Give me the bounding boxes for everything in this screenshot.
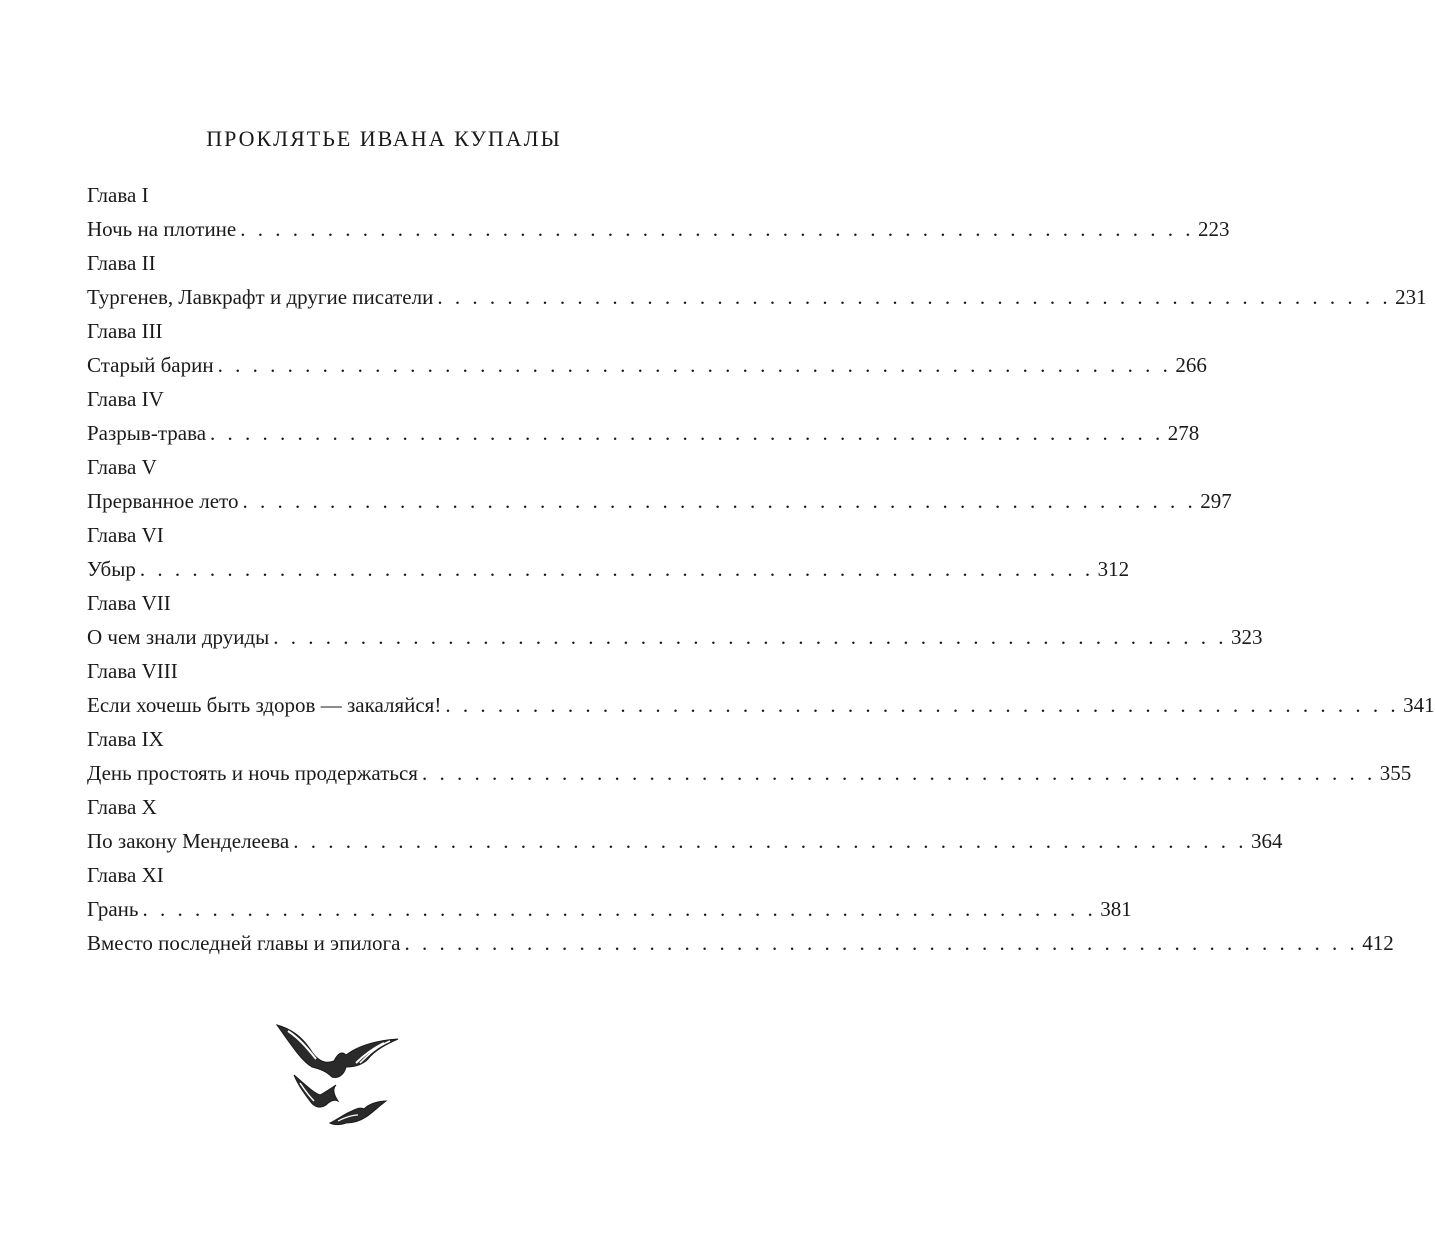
dot-leader: . . . . . . . . . . . . . . . . . . . . . . . . . . . . . . . . . . . . . . . . . . . . . . . . . . . . . . .	[142, 897, 1097, 921]
toc-entry-6	[87, 518, 1130, 586]
chapter-title: Убыр	[87, 557, 136, 581]
dot-leader: . . . . . . . . . . . . . . . . . . . . . . . . . . . . . . . . . . . . . . . . . . . . . . . . . . . . . . .	[139, 557, 1094, 581]
chapter-label: Глава II	[87, 251, 156, 275]
page-number: 412	[1362, 931, 1394, 955]
toc-entry-final	[87, 926, 1394, 960]
toc-entry-2	[87, 246, 1427, 314]
chapter-label: Глава V	[87, 455, 157, 479]
toc-line[interactable]	[87, 348, 1207, 382]
toc-line[interactable]	[87, 688, 1435, 722]
chapter-title: О чем знали друиды	[87, 625, 270, 649]
chapter-label: Глава VIII	[87, 659, 178, 683]
toc-line[interactable]	[87, 824, 1283, 858]
page-number: 266	[1175, 353, 1207, 377]
dot-leader: . . . . . . . . . . . . . . . . . . . . . . . . . . . . . . . . . . . . . . . . . . . . . . . . . . . . . . .	[404, 931, 1359, 955]
table-of-contents	[87, 178, 1435, 960]
chapter-label: Глава VII	[87, 591, 171, 615]
chapter-label: Глава XI	[87, 863, 164, 887]
bat-small	[330, 1101, 386, 1125]
dot-leader: . . . . . . . . . . . . . . . . . . . . . . . . . . . . . . . . . . . . . . . . . . . . . . . . . . . . . . .	[445, 693, 1400, 717]
page-number: 341	[1403, 693, 1435, 717]
dot-leader: . . . . . . . . . . . . . . . . . . . . . . . . . . . . . . . . . . . . . . . . . . . . . . . . . . . . . . .	[240, 217, 1194, 241]
toc-entry-11	[87, 858, 1132, 926]
page-number: 278	[1167, 421, 1200, 445]
chapter-label: Глава I	[87, 183, 149, 207]
chapter-title: Грань	[87, 897, 139, 921]
toc-line[interactable]	[87, 892, 1132, 926]
toc-line[interactable]	[87, 552, 1130, 586]
toc-entry-1	[87, 178, 1230, 246]
dot-leader: . . . . . . . . . . . . . . . . . . . . . . . . . . . . . . . . . . . . . . . . . . . . . . . . . . . . . . .	[273, 625, 1228, 649]
section-title: ПРОКЛЯТЬЕ ИВАНА КУПАЛЫ	[206, 126, 562, 151]
chapter-title: Ночь на плотине	[87, 217, 237, 241]
chapter-title: Если хочешь быть здоров — закаляйся!	[87, 693, 442, 717]
toc-entry-7	[87, 586, 1263, 654]
toc-line[interactable]	[87, 484, 1232, 518]
dot-leader: . . . . . . . . . . . . . . . . . . . . . . . . . . . . . . . . . . . . . . . . . . . . . . . . . . . . . . .	[293, 829, 1247, 853]
toc-entry-8	[87, 654, 1435, 722]
chapter-title: Тургенев, Лавкрафт и другие писатели	[87, 285, 434, 309]
chapter-title: Разрыв-трава	[87, 421, 207, 445]
chapter-title: Прерванное лето	[87, 489, 239, 513]
page-number: 297	[1200, 489, 1232, 513]
toc-line[interactable]	[87, 416, 1200, 450]
dot-leader: . . . . . . . . . . . . . . . . . . . . . . . . . . . . . . . . . . . . . . . . . . . . . . . . . . . . . . .	[210, 421, 1164, 445]
page-number: 364	[1250, 829, 1283, 853]
chapter-title: Вместо последней главы и эпилога	[87, 931, 401, 955]
bat-medium	[294, 1075, 338, 1107]
toc-entry-10	[87, 790, 1283, 858]
chapter-title: День простоять и ночь продержаться	[87, 761, 418, 785]
page-number: 323	[1231, 625, 1263, 649]
chapter-title: По закону Менделеева	[87, 829, 290, 853]
page-number: 312	[1097, 557, 1130, 581]
toc-entry-9	[87, 722, 1412, 790]
chapter-label: Глава III	[87, 319, 163, 343]
chapter-label: Глава VI	[87, 523, 164, 547]
dot-leader: . . . . . . . . . . . . . . . . . . . . . . . . . . . . . . . . . . . . . . . . . . . . . . . . . . . . . . .	[242, 489, 1197, 513]
bats-icon	[272, 1015, 407, 1135]
chapter-title: Старый барин	[87, 353, 214, 377]
dot-leader: . . . . . . . . . . . . . . . . . . . . . . . . . . . . . . . . . . . . . . . . . . . . . . . . . . . . . . .	[421, 761, 1376, 785]
toc-line[interactable]	[87, 212, 1230, 246]
dot-leader: . . . . . . . . . . . . . . . . . . . . . . . . . . . . . . . . . . . . . . . . . . . . . . . . . . . . . . .	[437, 285, 1392, 309]
chapter-label: Глава IX	[87, 727, 164, 751]
toc-line[interactable]	[87, 620, 1263, 654]
toc-entry-5	[87, 450, 1232, 518]
page-number: 231	[1395, 285, 1427, 309]
toc-entry-3	[87, 314, 1207, 382]
page-number: 355	[1379, 761, 1412, 785]
bat-large	[277, 1025, 398, 1078]
page-number: 223	[1198, 217, 1230, 241]
chapter-label: Глава IV	[87, 387, 164, 411]
toc-line[interactable]	[87, 756, 1412, 790]
dot-leader: . . . . . . . . . . . . . . . . . . . . . . . . . . . . . . . . . . . . . . . . . . . . . . . . . . . . . . .	[217, 353, 1172, 377]
toc-line[interactable]	[87, 280, 1427, 314]
toc-entry-4	[87, 382, 1200, 450]
page-number: 381	[1100, 897, 1132, 921]
chapter-label: Глава X	[87, 795, 157, 819]
toc-line[interactable]	[87, 926, 1394, 960]
